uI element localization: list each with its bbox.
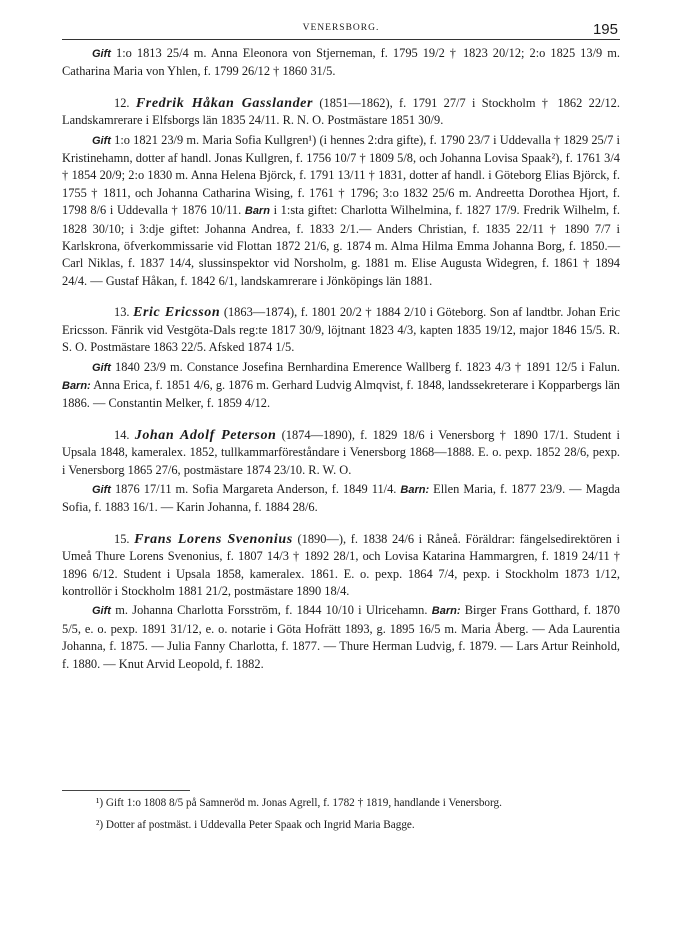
entry-number: 15.: [114, 531, 130, 546]
entry-12-heading: [62, 95, 620, 130]
barn-text: i 1:sta giftet: Charlotta Wilhelmina, f. 1827 17/9. Fredrik Wilhelm, f. 1828 30/10; i 3:dje giftet: Johanna Andrea, f. 1833 2/1.— Anders Christian, f. 1835 22/11 † 1890 7/7 i Karlskrona, öfverkommissarie vid Flottan 1872 21/6, g. 1874 m. Alma Hilma Emma Johanna Borg, f. 1850.— Carl Niklas, f. 1837 14/4, slussinspektor vid Norsholm, g. 1881 m. Elise Augusta Widegren, f. 1861 † 1894 24/4. — Gustaf Håkan, f. 1842 6/1, landskamrerare i Jönköpings län 1881.: [62, 203, 620, 288]
person-name: Eric Ericsson: [133, 305, 221, 321]
entry-12-gift: [62, 132, 620, 291]
entry-text: (1863—1874), f. 1801 20/2 † 1884 2/10 i Göteborg. Son af landtbr. Johan Eric Ericsson. Fänrik vid Vestgöta-Dals reg:te 1817 30/9, löjtnant 1823 4/3, kapten 1835 19/12, major 1846 15/5. R. S. O. Postmästare 1863 22/5. Afsked 1874 1/5.: [62, 305, 620, 355]
person-name: Johan Adolf Peterson: [134, 427, 277, 443]
entry-text: (1851—1862), f. 1791 27/7 i Stockholm † 1862 22/12. Landskamrerare i Elfsborgs län 1835 24/11. R. N. O. Postmästare 1851 30/9.: [62, 95, 620, 128]
entry-number: 13.: [114, 305, 130, 320]
gift-label: Gift: [92, 48, 111, 60]
entry-15-gift: [62, 602, 620, 673]
barn-label: Barn: [244, 205, 270, 218]
barn-label: Barn:: [400, 483, 430, 496]
running-title: VENERSBORG.: [302, 23, 380, 33]
barn-label: Barn:: [431, 605, 461, 618]
entry-14-gift: [62, 481, 620, 517]
gift-label: Gift: [92, 483, 111, 496]
barn-label: Barn:: [62, 379, 91, 392]
person-name: Fredrik Håkan Gasslander: [135, 95, 314, 111]
gift-text: 1:o 1821 23/9 m. Maria Sofia Kullgren¹) (i hennes 2:dra gifte), f. 1790 23/7 i Uddevalla † 1829 25/7 i Kristinehamn, dotter af handl. Jonas Kullgren, f. 1756 10/7 † 1809 5/8, och Johanna Lovisa Spaak²), f. 1761 3/4 † 1854 20/9; 2:o 1830 m. Anna Helena Björck, f. 1791 13/11 † 1831, dotter af handl. i Göteborg Elias Björck, f. 1755 † 1811, och Johanna Catharina Wising, f. 1761 † 1796; 3:o 1832 25/6 m. Andreetta Dorothea Hjort, f. 1798 8/6 i Uddevalla † 1876 10/11.: [62, 132, 620, 218]
gift-text: 1876 17/11 m. Sofia Margareta Anderson, f. 1849 11/4.: [114, 481, 397, 496]
gift-text: 1840 23/9 m. Constance Josefina Bernhardina Emerence Wallberg f. 1823 4/3 † 1891 12/5 i Falun.: [115, 359, 620, 374]
entry-13-gift: [62, 359, 620, 413]
entry-13-heading: [62, 304, 620, 356]
entry-11-continuation: [62, 45, 620, 81]
entry-text: (1874—1890), f. 1829 18/6 i Venersborg † 1890 17/1. Student i Upsala 1848, kameralex. 1852, tullkammarföreståndare i Venersborg 1868—1888. E. o. pexp. 1852 28/6, pexp. i Venersborg 1865 27/6, postmästare 1874 23/10. R. W. O.: [62, 427, 620, 477]
footnote-1: ¹) Gift 1:o 1808 8/5 på Samneröd m. Jonas Agrell, f. 1782 † 1819, handlande i Venersborg.: [96, 797, 502, 809]
page-header: [62, 17, 620, 39]
footnote-2: ²) Dotter af postmäst. i Uddevalla Peter Spaak och Ingrid Maria Bagge.: [96, 818, 415, 831]
barn-text: Ellen Maria, f. 1877 23/9. — Magda Sofia, f. 1883 16/1. — Karin Johanna, f. 1884 28/6.: [62, 481, 620, 515]
entry-text: (1890—), f. 1838 24/6 i Råneå. Föräldrar: fängelsedirektören i Umeå Thure Lorens Svenonius, f. 1807 14/3 † 1892 28/1, och Lovisa Katarina Hammargren, f. 1819 24/11 † 1896 6/12. Student i Upsala 1858, kameralex. 1861. E. o. pexp. 1864 7/4, pexp. i Stockholm 1873 1/12, kontrollör i Stockholm 1881 21/2, postmästare 1890 18/4.: [62, 531, 620, 598]
entry-15-heading: [62, 531, 620, 601]
footnotes: [62, 796, 620, 839]
barn-text: Anna Erica, f. 1851 4/6, g. 1876 m. Gerhard Ludvig Almqvist, f. 1848, landssekreterare i Kopparbergs län 1886. — Constantin Melker, f. 1859 4/12.: [62, 377, 620, 411]
main-text: [62, 45, 620, 673]
gift-text: m. Johanna Charlotta Forsström, f. 1844 10/10 i Ulricehamn.: [115, 603, 428, 618]
page-number: 195: [592, 21, 618, 38]
gift-label: Gift: [92, 361, 111, 374]
entry-number: 14.: [114, 427, 130, 442]
entry-number: 12.: [114, 95, 130, 110]
gift-label: Gift: [92, 605, 111, 618]
barn-text: Birger Frans Gotthard, f. 1870 5/5, e. o. pexp. 1891 31/12, e. o. notarie i Göta Hofrätt 1893, g. 1895 16/5 m. Maria Åberg. — Ada Laurentia Johanna, f. 1875. — Julia Fanny Charlotta, f. 1877. — Thure Herman Ludvig, f. 1879. — Lars Artur Reinhold, f. 1880. — Knut Arvid Leopold, f. 1882.: [62, 603, 620, 671]
entry-14-heading: [62, 427, 620, 479]
header-rule: [62, 39, 620, 40]
footnote-rule: [62, 790, 190, 791]
person-name: Frans Lorens Svenonius: [134, 531, 293, 547]
gift-label: Gift: [92, 134, 111, 147]
gift-text: 1:o 1813 25/4 m. Anna Eleonora von Stjerneman, f. 1795 19/2 † 1823 20/12; 2:o 1825 13/9 m. Catharina Maria von Yhlen, f. 1799 26/12 † 1860 31/5.: [62, 46, 620, 79]
